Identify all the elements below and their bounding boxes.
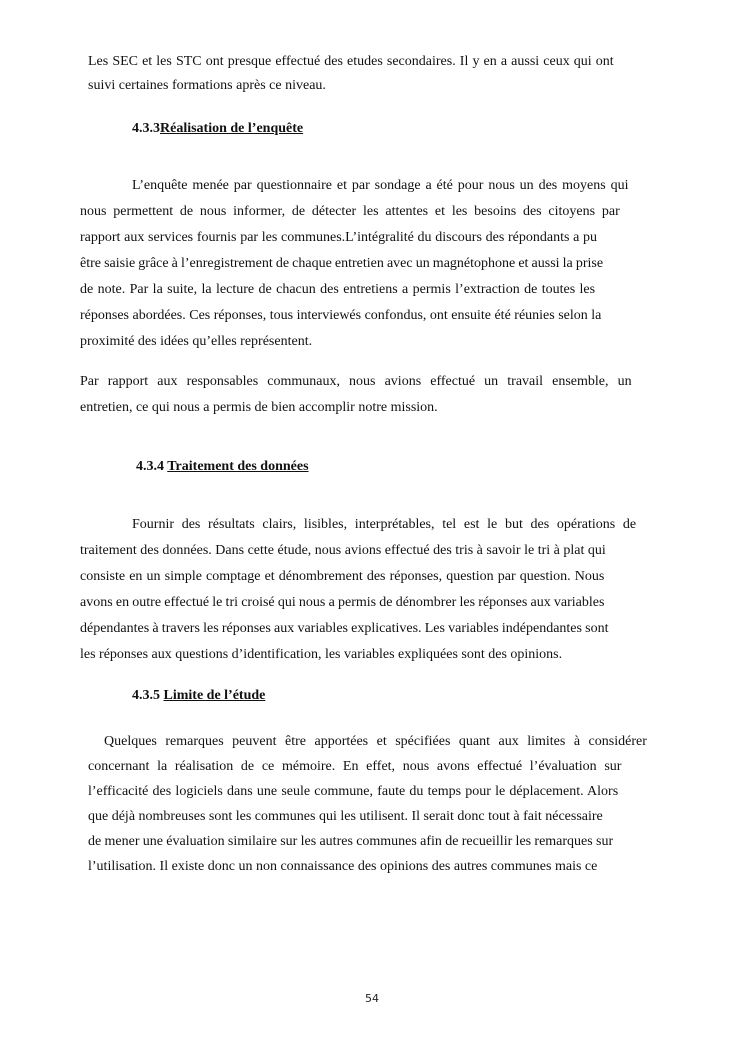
- text-line: que déjà nombreuses sont les communes qui les utilisent. Il serait donc tout à fait nécessaire: [88, 809, 603, 824]
- text-line: Par rapport aux responsables communaux, nous avions effectué un travail ensemble, un: [80, 374, 632, 389]
- text-line: concernant la réalisation de ce mémoire. En effet, nous avons effectué l’évaluation sur: [88, 759, 622, 774]
- text-line: entretien, ce qui nous a permis de bien accomplir notre mission.: [80, 400, 438, 415]
- text-line: avons en outre effectué le tri croisé qui nous a permis de dénombrer les réponses aux variables: [80, 595, 605, 610]
- text-line: L’enquête menée par questionnaire et par sondage a été pour nous un des moyens qui: [132, 178, 629, 193]
- text-line: Fournir des résultats clairs, lisibles, interprétables, tel est le but des opérations de: [132, 517, 637, 532]
- text-line: dépendantes à travers les réponses aux variables explicatives. Les variables indépendantes sont: [80, 621, 609, 636]
- text-line: réponses abordées. Ces réponses, tous interviewés confondus, ont ensuite été réunies selon la: [80, 308, 602, 323]
- text-line: de note. Par la suite, la lecture de chacun des entretiens a permis l’extraction de toutes les: [80, 282, 596, 297]
- section-title: Traitement des données: [167, 459, 309, 474]
- text-line: proximité des idées qu’elles représentent.: [80, 334, 313, 349]
- text-line: l’utilisation. Il existe donc un non connaissance des opinions des autres communes mais ce: [88, 859, 598, 874]
- text-line: nous permettent de nous informer, de détecter les attentes et les besoins des citoyens par: [80, 204, 620, 219]
- section-number: 4.3.5: [132, 688, 160, 703]
- text-line: être saisie grâce à l’enregistrement de chaque entretien avec un magnétophone et aussi la prise: [80, 256, 604, 271]
- section-heading-4-3-3: [132, 121, 303, 137]
- section-title: Réalisation de l’enquête: [160, 121, 304, 136]
- section-heading-4-3-4: [136, 459, 309, 475]
- page-number: 54: [365, 992, 379, 1005]
- section-number: 4.3.4: [136, 459, 164, 474]
- text-line: rapport aux services fournis par les communes.L’intégralité du discours des répondants a pu: [80, 230, 598, 245]
- section-heading-4-3-5: [132, 688, 265, 704]
- section-number: 4.3.3: [132, 121, 160, 136]
- text-line: Les SEC et les STC ont presque effectué des etudes secondaires. Il y en a aussi ceux qui ont: [88, 54, 614, 69]
- text-line: consiste en un simple comptage et dénombrement des réponses, question par question. Nous: [80, 569, 605, 584]
- text-line: les réponses aux questions d’identification, les variables expliquées sont des opinions.: [80, 647, 563, 662]
- text-line: Quelques remarques peuvent être apportées et spécifiées quant aux limites à considérer: [104, 734, 647, 749]
- section-title: Limite de l’étude: [163, 688, 266, 703]
- text-line: l’efficacité des logiciels dans une seule commune, faute du temps pour le déplacement. Alors: [88, 784, 619, 799]
- text-line: traitement des données. Dans cette étude, nous avions effectué des tris à savoir le tri à plat qui: [80, 543, 606, 558]
- text-line: de mener une évaluation similaire sur les autres communes afin de recueillir les remarques sur: [88, 834, 614, 849]
- text-line: suivi certaines formations après ce niveau.: [88, 78, 326, 93]
